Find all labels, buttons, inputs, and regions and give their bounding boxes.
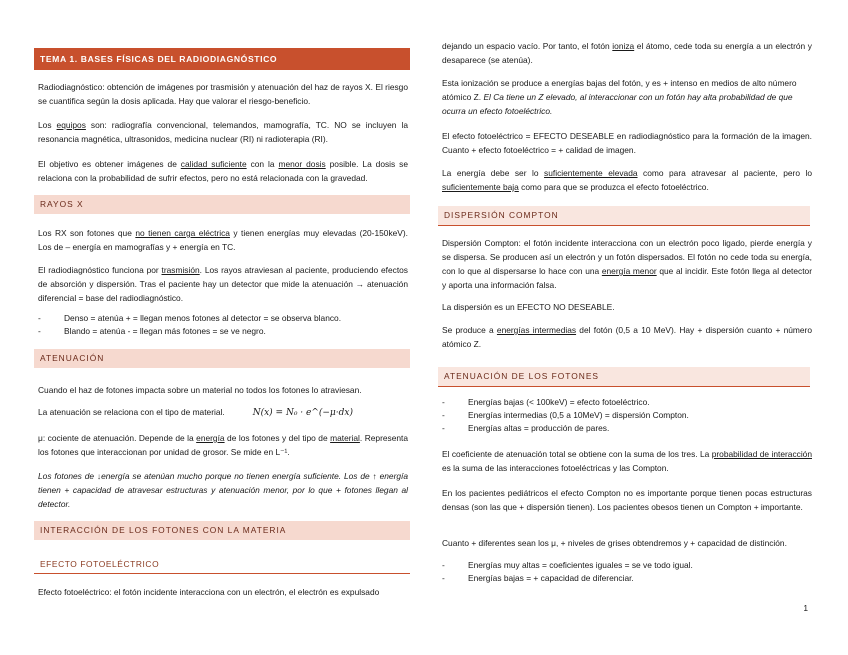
list-item: - Blando = atenúa - = llegan más fotones = se ve negro.	[34, 325, 408, 338]
energia-paragraph: La energía debe ser lo suficientemente elevada como para atravesar al paciente, pero lo suficientemente baja como para que se produzca el efecto fotoeléctrico.	[442, 168, 812, 192]
compton-paragraph-3: Se produce a energías intermedias del fotón (0,5 a 10 MeV). Hay + dispersión cuanto + número atómico Z.	[442, 325, 812, 349]
coeficiente-paragraph: El coeficiente de atenuación total se obtiene con la suma de los tres. La probabilidad de interacción es la suma de las interacciones fotoeléctricas y las Compton.	[442, 449, 812, 473]
pediatricos-paragraph: En los pacientes pediátricos el efecto Compton no es importante porque tienen pocas estructuras densas (son las que + dispersión tienen). Los pacientes obesos tienen un Compton + importante.	[442, 488, 812, 512]
rx-list	[34, 312, 408, 338]
intro-paragraph: Radiodiagnóstico: obtención de imágenes por trasmisión y atenuación del haz de rayos X. El riesgo se cuantifica según la dosis aplicada. Hay que valorar el riesgo-beneficio.	[38, 82, 408, 106]
compton-paragraph-2: La dispersión es un EFECTO NO DESEABLE.	[442, 302, 615, 312]
section-head-atenuacion: ATENUACIÓN	[34, 349, 410, 368]
mu-paragraph: μ: cociente de atenuación. Depende de la energía de los fotones y del tipo de material. Representa los fotones que interaccionan por unidad de grosor. Se mide en L⁻¹.	[38, 433, 409, 457]
attenuation-formula: N(x) = N₀ · e^(−μ·dx)	[252, 408, 353, 418]
list-item: - Energías intermedias (0,5 a 10MeV) = dispersión Compton.	[438, 409, 812, 422]
atenuacion-paragraph-2: La atenuación se relaciona con el tipo de material. N(x) = N₀ · e^(−μ·dx)	[38, 407, 353, 418]
section-head-interaccion: INTERACCIÓN DE LOS FOTONES CON LA MATERIA	[34, 521, 410, 540]
page-number: 1	[803, 603, 808, 613]
section-head-rayos-x: RAYOS X	[34, 195, 410, 214]
subsection-head-fotoelectrico: EFECTO FOTOELÉCTRICO	[34, 556, 410, 574]
rx-paragraph-1: Los RX son fotones que no tienen carga eléctrica y tienen energías muy elevadas (20-150keV). Los de – energía en mamografías y + energía en TC.	[38, 228, 408, 252]
list-item: - Denso = atenúa + = llegan menos fotones al detector = se observa blanco.	[34, 312, 408, 325]
list-item: - Energías altas = producción de pares.	[438, 422, 812, 435]
fotoelectrico-continuation: dejando un espacio vacío. Por tanto, el fotón ioniza el átomo, cede toda su energía a un electrón y desaparece (se atenúa).	[442, 41, 812, 65]
ionizacion-paragraph: Esta ionización se produce a energías bajas del fotón, y es + intenso en medios de alto número atómico Z. El Ca tiene un Z elevado, al interaccionar con un fotón hay alta probabilidad de que ocurra un efecto fotoeléctrico.	[442, 78, 797, 116]
section-head-atenuacion-fotones: ATENUACIÓN DE LOS FOTONES	[438, 367, 810, 387]
efecto-deseable-paragraph: El efecto fotoeléctrico = EFECTO DESEABLE en radiodiagnóstico para la formación de la imagen. Cuanto + efecto fotoeléctrico = + calidad de imagen.	[442, 131, 812, 155]
atenuacion-fotones-list	[438, 396, 812, 435]
atenuacion-italic-note: Los fotones de ↓energía se atenúan mucho porque no tienen energía suficiente. Los de ↑ energía tienen + capacidad de atravesar estructuras y atenuación menor, por lo que + fotones llegan al detector.	[38, 471, 408, 509]
grises-paragraph: Cuanto + diferentes sean los μ, + niveles de grises obtendremos y + capacidad de distinción.	[442, 538, 787, 548]
list-item: - Energías bajas (< 100keV) = efecto fotoeléctrico.	[438, 396, 812, 409]
list-item: - Energías bajas = + capacidad de diferenciar.	[438, 572, 812, 585]
equipos-paragraph: Los equipos son: radiografía convencional, telemandos, mamografía, TC. NO se incluyen la resonancia magnética, ultrasonidos, medicina nuclear (RI) ni radioterapia (RI).	[38, 120, 408, 144]
list-item: - Energías muy altas = coeficientes iguales = se ve todo igual.	[438, 559, 812, 572]
objetivo-paragraph: El objetivo es obtener imágenes de calidad suficiente con la menor dosis posible. La dosis se relaciona con la probabilidad de sufrir efectos, pero no está relacionada con la gravedad.	[38, 159, 409, 183]
grises-list	[438, 559, 812, 585]
fotoelectrico-paragraph: Efecto fotoeléctrico: el fotón incidente interacciona con un electrón, el electrón es expulsado	[38, 587, 380, 597]
compton-paragraph-1: Dispersión Compton: el fotón incidente interacciona con un electrón poco ligado, pierde energía y se dispersa. Se producen así un electrón y un fotón dispersados. El fotón no cede toda su energía, con lo que al dispersarse lo hace con una energía menor que al incidir. Este fotón llega al detector y aporta una información falsa.	[442, 238, 812, 290]
rx-paragraph-2: El radiodiagnóstico funciona por trasmisión. Los rayos atraviesan al paciente, produciendo efectos de absorción y dispersión. Tras el paciente hay un detector que mide la atenuación → atenuación diferencial = base del radiodiagnóstico.	[38, 265, 408, 303]
chapter-title: TEMA 1. BASES FÍSICAS DEL RADIODIAGNÓSTICO	[34, 48, 410, 70]
atenuacion-paragraph-1: Cuando el haz de fotones impacta sobre un material no todos los fotones lo atraviesan.	[38, 385, 362, 395]
section-head-compton: DISPERSIÓN COMPTON	[438, 206, 810, 226]
